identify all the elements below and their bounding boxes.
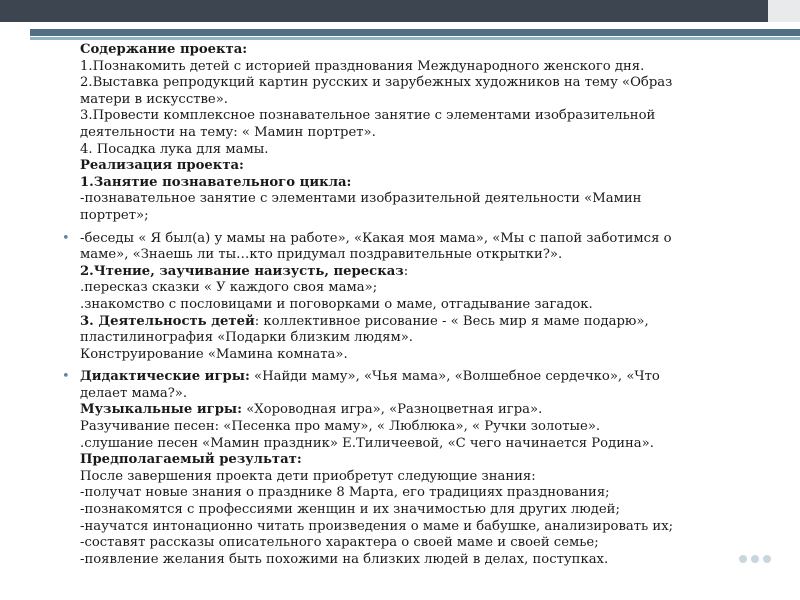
text: -составят рассказы описательного характера о своей маме и своей семье; bbox=[80, 535, 599, 551]
text: 2.Выставка репродукций картин русских и зарубежных художников на тему «Образ bbox=[80, 75, 673, 91]
bold-heading: 2.Чтение, заучивание наизусть, пересказ bbox=[80, 263, 404, 279]
header-stripe-light bbox=[30, 37, 800, 40]
bold-heading: 1.Занятие познавательного цикла: bbox=[80, 174, 352, 190]
text: .слушание песен «Мамин праздник» Е.Тиличеевой, «С чего начинается Родина». bbox=[80, 435, 654, 451]
text-line bbox=[80, 485, 770, 502]
top-bar bbox=[0, 0, 800, 22]
text-line bbox=[80, 92, 770, 109]
text-line bbox=[80, 280, 770, 297]
text: «Найди маму», «Чья мама», «Волшебное сердечко», «Что bbox=[249, 369, 660, 385]
paragraph-games-results bbox=[62, 369, 770, 568]
text-line bbox=[80, 469, 770, 486]
text-line bbox=[80, 208, 770, 225]
paragraph-goals bbox=[80, 42, 770, 225]
text-line bbox=[80, 175, 770, 192]
text: 3.Провести комплексное познавательное занятие с элементами изобразительной bbox=[80, 108, 656, 124]
text: : bbox=[403, 263, 409, 279]
text-line bbox=[80, 191, 770, 208]
text-line bbox=[80, 264, 770, 281]
bullet-marker: • bbox=[62, 369, 70, 385]
corner-block bbox=[768, 0, 800, 22]
text-line bbox=[80, 75, 770, 92]
text-line bbox=[80, 369, 770, 386]
bold-heading: Дидактические игры: bbox=[80, 369, 250, 385]
text-line bbox=[80, 519, 770, 536]
text-line bbox=[80, 231, 770, 248]
text-line bbox=[80, 452, 770, 469]
text: -беседы « Я был(а) у мамы на работе», «Какая моя мама», «Мы с папой заботимся о bbox=[80, 230, 672, 246]
text-line bbox=[80, 402, 770, 419]
header-stripe bbox=[30, 29, 800, 36]
text-line bbox=[80, 436, 770, 453]
text: деятельности на тему: « Мамин портрет». bbox=[80, 124, 376, 140]
text-line bbox=[80, 142, 770, 159]
text-line bbox=[80, 535, 770, 552]
text-line bbox=[80, 386, 770, 403]
text-line bbox=[80, 314, 770, 331]
text: -научатся интонационно читать произведения о маме и бабушке, анализировать их; bbox=[80, 518, 674, 534]
text: делает мама?». bbox=[80, 385, 188, 401]
slide-content bbox=[62, 42, 770, 568]
text: 4. Посадка лука для мамы. bbox=[80, 141, 269, 157]
bold-heading: Музыкальные игры: bbox=[80, 402, 243, 418]
bold-heading: 3. Деятельность детей bbox=[80, 313, 255, 329]
text: -появление желания быть похожими на близких людей в делах, поступках. bbox=[80, 551, 609, 567]
text-line bbox=[80, 347, 770, 364]
text: .пересказ сказки « У каждого своя мама»; bbox=[80, 280, 378, 296]
text: .знакомство с пословицами и поговорками о маме, отгадывание загадок. bbox=[80, 296, 593, 312]
text-line bbox=[80, 502, 770, 519]
bullet-marker: • bbox=[62, 230, 70, 246]
text-line bbox=[80, 42, 770, 59]
text: : коллективное рисование - « Весь мир я маме подарю», bbox=[254, 313, 649, 329]
text: После завершения проекта дети приобретут следующие знания: bbox=[80, 468, 536, 484]
text: «Хороводная игра», «Разноцветная игра». bbox=[242, 402, 543, 418]
text: -получат новые знания о празднике 8 Марта, его традициях празднования; bbox=[80, 485, 610, 501]
bold-heading: Содержание проекта: bbox=[80, 42, 248, 57]
bold-heading: Предполагаемый результат: bbox=[80, 452, 302, 468]
text: матери в искусстве». bbox=[80, 91, 228, 107]
text-line bbox=[80, 108, 770, 125]
text: маме», «Знаешь ли ты…кто придумал поздравительные открытки?». bbox=[80, 247, 563, 263]
text-line bbox=[80, 552, 770, 569]
text-line bbox=[80, 125, 770, 142]
decorative-dots bbox=[735, 548, 771, 567]
text-line bbox=[80, 247, 770, 264]
text: Конструирование «Мамина комната». bbox=[80, 346, 348, 362]
text-line bbox=[80, 59, 770, 76]
bold-heading: Реализация проекта: bbox=[80, 158, 244, 174]
text: -познакомятся с профессиями женщин и их значимостью для других людей; bbox=[80, 502, 620, 518]
paragraph-activities bbox=[62, 230, 770, 364]
text: -познавательное занятие с элементами изобразительной деятельности «Мамин bbox=[80, 191, 642, 207]
text-line bbox=[80, 297, 770, 314]
text-line bbox=[80, 158, 770, 175]
text-line bbox=[80, 330, 770, 347]
text: пластилинография «Подарки близким людям». bbox=[80, 330, 413, 346]
text: 1.Познакомить детей с историей празднования Международного женского дня. bbox=[80, 58, 645, 74]
text: Разучивание песен: «Песенка про маму», « Люблюка», « Ручки золотые». bbox=[80, 419, 601, 435]
text: портрет»; bbox=[80, 207, 149, 223]
text-line bbox=[80, 419, 770, 436]
